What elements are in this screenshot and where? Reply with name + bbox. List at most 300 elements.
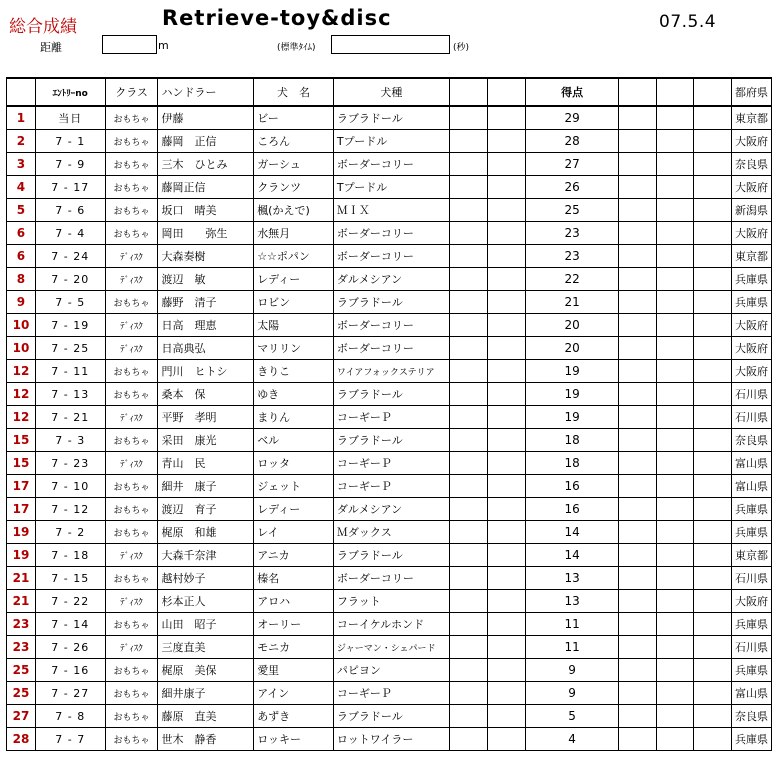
blank-cell (449, 682, 488, 705)
standard-time-field[interactable] (331, 35, 450, 54)
blank-cell (694, 176, 732, 199)
score-cell: 11 (525, 613, 618, 636)
handler-cell: 岡田 弥生 (158, 222, 254, 245)
class-cell: おもちゃ (105, 199, 158, 222)
handler-cell: 細井康子 (158, 682, 254, 705)
blank-cell (656, 291, 694, 314)
rank-cell: 9 (7, 291, 36, 314)
col-rank (7, 78, 36, 106)
score-cell: 19 (525, 360, 618, 383)
blank-cell (694, 199, 732, 222)
blank-cell (488, 222, 526, 245)
blank-cell (656, 475, 694, 498)
dog-name-cell: アイン (254, 682, 334, 705)
dog-name-cell: 水無月 (254, 222, 334, 245)
blank-cell (619, 544, 657, 567)
class-cell: おもちゃ (105, 383, 158, 406)
blank-cell (619, 521, 657, 544)
blank-cell (619, 176, 657, 199)
blank-cell (694, 567, 732, 590)
col-blank-4 (656, 78, 694, 106)
prefecture-cell: 兵庫県 (732, 268, 772, 291)
breed-cell: ラブラドール (333, 106, 449, 130)
handler-cell: 三木 ひとみ (158, 153, 254, 176)
rank-cell: 25 (7, 659, 36, 682)
class-cell: おもちゃ (105, 498, 158, 521)
prefecture-cell: 兵庫県 (732, 728, 772, 751)
score-cell: 19 (525, 383, 618, 406)
prefecture-cell: 大阪府 (732, 590, 772, 613)
blank-cell (449, 222, 488, 245)
table-row (7, 544, 772, 567)
breed-cell: ボーダーコリー (333, 567, 449, 590)
score-cell: 9 (525, 682, 618, 705)
rank-cell: 10 (7, 314, 36, 337)
blank-cell (488, 659, 526, 682)
prefecture-cell: 東京都 (732, 245, 772, 268)
table-row (7, 245, 772, 268)
blank-cell (488, 245, 526, 268)
table-row (7, 452, 772, 475)
blank-cell (449, 406, 488, 429)
dog-name-cell: ロッタ (254, 452, 334, 475)
handler-cell: 大森奏樹 (158, 245, 254, 268)
class-cell: おもちゃ (105, 728, 158, 751)
entry-cell: 7 - 5 (35, 291, 105, 314)
blank-cell (694, 452, 732, 475)
blank-cell (656, 176, 694, 199)
breed-cell: ロットワイラー (333, 728, 449, 751)
col-entry: ｴﾝﾄﾘｰno (35, 78, 105, 106)
class-cell: おもちゃ (105, 475, 158, 498)
blank-cell (694, 153, 732, 176)
entry-cell: 7 - 1 (35, 130, 105, 153)
dog-name-cell: ロッキー (254, 728, 334, 751)
blank-cell (449, 429, 488, 452)
blank-cell (488, 590, 526, 613)
rank-cell: 12 (7, 383, 36, 406)
class-cell: おもちゃ (105, 682, 158, 705)
dog-name-cell: ベル (254, 429, 334, 452)
entry-cell: 7 - 8 (35, 705, 105, 728)
table-row (7, 153, 772, 176)
blank-cell (449, 613, 488, 636)
dog-name-cell: レイ (254, 521, 334, 544)
class-cell: おもちゃ (105, 291, 158, 314)
handler-cell: 伊藤 (158, 106, 254, 130)
blank-cell (488, 498, 526, 521)
blank-cell (488, 406, 526, 429)
breed-cell: Ｍダックス (333, 521, 449, 544)
handler-cell: 門川 ヒトシ (158, 360, 254, 383)
score-cell: 25 (525, 199, 618, 222)
blank-cell (656, 705, 694, 728)
blank-cell (656, 613, 694, 636)
dog-name-cell: ころん (254, 130, 334, 153)
handler-cell: 桑本 保 (158, 383, 254, 406)
entry-cell: 7 - 10 (35, 475, 105, 498)
blank-cell (694, 106, 732, 130)
blank-cell (449, 475, 488, 498)
class-cell: ﾃﾞｨｽｸ (105, 636, 158, 659)
blank-cell (694, 705, 732, 728)
table-row (7, 682, 772, 705)
entry-cell: 7 - 11 (35, 360, 105, 383)
class-cell: おもちゃ (105, 106, 158, 130)
blank-cell (656, 222, 694, 245)
blank-cell (656, 521, 694, 544)
class-cell: おもちゃ (105, 360, 158, 383)
dog-name-cell: ガーシュ (254, 153, 334, 176)
rank-cell: 27 (7, 705, 36, 728)
table-row (7, 360, 772, 383)
table-row (7, 429, 772, 452)
blank-cell (656, 199, 694, 222)
blank-cell (656, 567, 694, 590)
blank-cell (656, 452, 694, 475)
handler-cell: 越村妙子 (158, 567, 254, 590)
class-cell: ﾃﾞｨｽｸ (105, 590, 158, 613)
prefecture-cell: 大阪府 (732, 360, 772, 383)
handler-cell: 杉本正人 (158, 590, 254, 613)
col-blank-1 (449, 78, 488, 106)
score-cell: 14 (525, 521, 618, 544)
results-body (7, 106, 772, 751)
blank-cell (694, 245, 732, 268)
blank-cell (488, 153, 526, 176)
entry-cell: 7 - 2 (35, 521, 105, 544)
blank-cell (656, 498, 694, 521)
blank-cell (656, 406, 694, 429)
rank-cell: 21 (7, 567, 36, 590)
blank-cell (656, 429, 694, 452)
blank-cell (656, 337, 694, 360)
prefecture-cell: 石川県 (732, 636, 772, 659)
rank-cell: 19 (7, 521, 36, 544)
class-cell: ﾃﾞｨｽｸ (105, 268, 158, 291)
class-cell: おもちゃ (105, 567, 158, 590)
blank-cell (656, 544, 694, 567)
blank-cell (488, 567, 526, 590)
handler-cell: 渡辺 敏 (158, 268, 254, 291)
prefecture-cell: 石川県 (732, 383, 772, 406)
handler-cell: 藤原 直美 (158, 705, 254, 728)
prefecture-cell: 大阪府 (732, 222, 772, 245)
blank-cell (656, 106, 694, 130)
table-header-row (7, 78, 772, 106)
blank-cell (694, 613, 732, 636)
rank-cell: 23 (7, 613, 36, 636)
event-title: Retrieve-toy&disc (162, 6, 392, 30)
blank-cell (656, 130, 694, 153)
class-cell: おもちゃ (105, 153, 158, 176)
blank-cell (656, 590, 694, 613)
blank-cell (694, 659, 732, 682)
prefecture-cell: 兵庫県 (732, 498, 772, 521)
breed-cell: ラブラドール (333, 429, 449, 452)
table-row (7, 383, 772, 406)
breed-cell: コーイケルホンド (333, 613, 449, 636)
blank-cell (488, 314, 526, 337)
prefecture-cell: 奈良県 (732, 153, 772, 176)
score-cell: 20 (525, 314, 618, 337)
breed-cell: ラブラドール (333, 383, 449, 406)
class-cell: ﾃﾞｨｽｸ (105, 314, 158, 337)
handler-cell: 平野 孝明 (158, 406, 254, 429)
breed-cell: コーギーＰ (333, 452, 449, 475)
score-cell: 9 (525, 659, 618, 682)
entry-cell: 7 - 24 (35, 245, 105, 268)
rank-cell: 8 (7, 268, 36, 291)
breed-cell: ボーダーコリー (333, 245, 449, 268)
blank-cell (449, 498, 488, 521)
blank-cell (619, 728, 657, 751)
blank-cell (694, 406, 732, 429)
class-cell: ﾃﾞｨｽｸ (105, 245, 158, 268)
entry-cell: 7 - 21 (35, 406, 105, 429)
dog-name-cell: オーリー (254, 613, 334, 636)
blank-cell (488, 268, 526, 291)
breed-cell: ラブラドール (333, 291, 449, 314)
col-blank-5 (694, 78, 732, 106)
distance-unit: m (158, 39, 169, 52)
blank-cell (619, 106, 657, 130)
col-class: クラス (105, 78, 158, 106)
table-row (7, 176, 772, 199)
entry-cell: 7 - 3 (35, 429, 105, 452)
blank-cell (619, 567, 657, 590)
entry-cell: 7 - 25 (35, 337, 105, 360)
score-cell: 16 (525, 498, 618, 521)
distance-label: 距離 (40, 41, 62, 54)
blank-cell (449, 383, 488, 406)
blank-cell (449, 544, 488, 567)
rank-cell: 21 (7, 590, 36, 613)
blank-cell (619, 337, 657, 360)
blank-cell (656, 682, 694, 705)
table-row (7, 705, 772, 728)
prefecture-cell: 石川県 (732, 567, 772, 590)
prefecture-cell: 大阪府 (732, 314, 772, 337)
table-row (7, 199, 772, 222)
standard-time-label: (標準ﾀｲﾑ) (277, 43, 316, 53)
score-cell: 26 (525, 176, 618, 199)
blank-cell (694, 682, 732, 705)
blank-cell (619, 383, 657, 406)
blank-cell (694, 291, 732, 314)
class-cell: おもちゃ (105, 613, 158, 636)
blank-cell (449, 452, 488, 475)
table-row (7, 521, 772, 544)
dog-name-cell: ビー (254, 106, 334, 130)
blank-cell (656, 245, 694, 268)
blank-cell (488, 682, 526, 705)
blank-cell (488, 176, 526, 199)
breed-cell: コーギーＰ (333, 406, 449, 429)
table-row (7, 659, 772, 682)
entry-cell: 7 - 19 (35, 314, 105, 337)
blank-cell (449, 130, 488, 153)
prefecture-cell: 富山県 (732, 452, 772, 475)
entry-cell: 7 - 12 (35, 498, 105, 521)
blank-cell (619, 360, 657, 383)
breed-cell: ラブラドール (333, 705, 449, 728)
rank-cell: 1 (7, 106, 36, 130)
entry-cell: 7 - 6 (35, 199, 105, 222)
score-cell: 14 (525, 544, 618, 567)
blank-cell (619, 475, 657, 498)
blank-cell (488, 337, 526, 360)
prefecture-cell: 東京都 (732, 106, 772, 130)
breed-cell: Tプードル (333, 130, 449, 153)
handler-cell: 采田 康光 (158, 429, 254, 452)
prefecture-cell: 大阪府 (732, 130, 772, 153)
breed-cell: ジャーマン・シェパード (333, 636, 449, 659)
score-cell: 22 (525, 268, 618, 291)
col-blank-3 (619, 78, 657, 106)
handler-cell: 渡辺 育子 (158, 498, 254, 521)
distance-field[interactable] (102, 35, 157, 54)
breed-cell: パピヨン (333, 659, 449, 682)
entry-cell: 7 - 13 (35, 383, 105, 406)
entry-cell: 7 - 18 (35, 544, 105, 567)
blank-cell (694, 475, 732, 498)
entry-cell: 当日 (35, 106, 105, 130)
results-table (6, 77, 772, 751)
dog-name-cell: 榛名 (254, 567, 334, 590)
score-cell: 20 (525, 337, 618, 360)
blank-cell (694, 636, 732, 659)
blank-cell (694, 590, 732, 613)
dog-name-cell: ロビン (254, 291, 334, 314)
blank-cell (619, 705, 657, 728)
rank-cell: 15 (7, 452, 36, 475)
prefecture-cell: 奈良県 (732, 429, 772, 452)
blank-cell (449, 728, 488, 751)
blank-cell (619, 682, 657, 705)
class-cell: ﾃﾞｨｽｸ (105, 452, 158, 475)
blank-cell (449, 176, 488, 199)
class-cell: おもちゃ (105, 176, 158, 199)
blank-cell (449, 106, 488, 130)
score-cell: 5 (525, 705, 618, 728)
blank-cell (694, 222, 732, 245)
blank-cell (694, 544, 732, 567)
breed-cell: ワイアフォックステリア (333, 360, 449, 383)
table-row (7, 498, 772, 521)
table-row (7, 291, 772, 314)
blank-cell (488, 452, 526, 475)
class-cell: ﾃﾞｨｽｸ (105, 406, 158, 429)
blank-cell (488, 106, 526, 130)
table-row (7, 314, 772, 337)
dog-name-cell: 楓(かえで) (254, 199, 334, 222)
blank-cell (694, 360, 732, 383)
blank-cell (694, 383, 732, 406)
blank-cell (619, 636, 657, 659)
blank-cell (449, 337, 488, 360)
blank-cell (656, 383, 694, 406)
handler-cell: 藤野 清子 (158, 291, 254, 314)
entry-cell: 7 - 23 (35, 452, 105, 475)
score-cell: 13 (525, 567, 618, 590)
prefecture-cell: 兵庫県 (732, 291, 772, 314)
blank-cell (694, 728, 732, 751)
blank-cell (656, 314, 694, 337)
dog-name-cell: アロハ (254, 590, 334, 613)
blank-cell (656, 728, 694, 751)
prefecture-cell: 大阪府 (732, 337, 772, 360)
rank-cell: 5 (7, 199, 36, 222)
breed-cell: ダルメシアン (333, 498, 449, 521)
blank-cell (488, 636, 526, 659)
dog-name-cell: まりん (254, 406, 334, 429)
blank-cell (449, 291, 488, 314)
rank-cell: 3 (7, 153, 36, 176)
rank-cell: 6 (7, 222, 36, 245)
blank-cell (449, 705, 488, 728)
blank-cell (619, 199, 657, 222)
blank-cell (449, 245, 488, 268)
score-cell: 29 (525, 106, 618, 130)
prefecture-cell: 富山県 (732, 475, 772, 498)
blank-cell (619, 659, 657, 682)
dog-name-cell: モニカ (254, 636, 334, 659)
blank-cell (449, 360, 488, 383)
entry-cell: 7 - 17 (35, 176, 105, 199)
entry-cell: 7 - 22 (35, 590, 105, 613)
prefecture-cell: 奈良県 (732, 705, 772, 728)
blank-cell (488, 130, 526, 153)
dog-name-cell: マリリン (254, 337, 334, 360)
blank-cell (449, 268, 488, 291)
prefecture-cell: 兵庫県 (732, 613, 772, 636)
prefecture-cell: 東京都 (732, 544, 772, 567)
blank-cell (449, 567, 488, 590)
blank-cell (449, 199, 488, 222)
blank-cell (488, 544, 526, 567)
breed-cell: コーギーＰ (333, 475, 449, 498)
entry-cell: 7 - 14 (35, 613, 105, 636)
score-cell: 11 (525, 636, 618, 659)
col-prefecture: 都府県 (732, 78, 772, 106)
rank-cell: 6 (7, 245, 36, 268)
entry-cell: 7 - 9 (35, 153, 105, 176)
rank-cell: 28 (7, 728, 36, 751)
rank-cell: 23 (7, 636, 36, 659)
blank-cell (656, 360, 694, 383)
col-blank-2 (488, 78, 526, 106)
handler-cell: 青山 民 (158, 452, 254, 475)
table-row (7, 728, 772, 751)
handler-cell: 坂口 晴美 (158, 199, 254, 222)
dog-name-cell: あずき (254, 705, 334, 728)
blank-cell (449, 636, 488, 659)
entry-cell: 7 - 26 (35, 636, 105, 659)
entry-cell: 7 - 15 (35, 567, 105, 590)
blank-cell (619, 222, 657, 245)
breed-cell: ボーダーコリー (333, 314, 449, 337)
handler-cell: 三度直美 (158, 636, 254, 659)
blank-cell (619, 498, 657, 521)
dog-name-cell: ☆☆ポパン (254, 245, 334, 268)
class-cell: おもちゃ (105, 659, 158, 682)
class-cell: おもちゃ (105, 705, 158, 728)
blank-cell (449, 153, 488, 176)
dog-name-cell: レディー (254, 268, 334, 291)
rank-cell: 12 (7, 406, 36, 429)
class-cell: おもちゃ (105, 429, 158, 452)
